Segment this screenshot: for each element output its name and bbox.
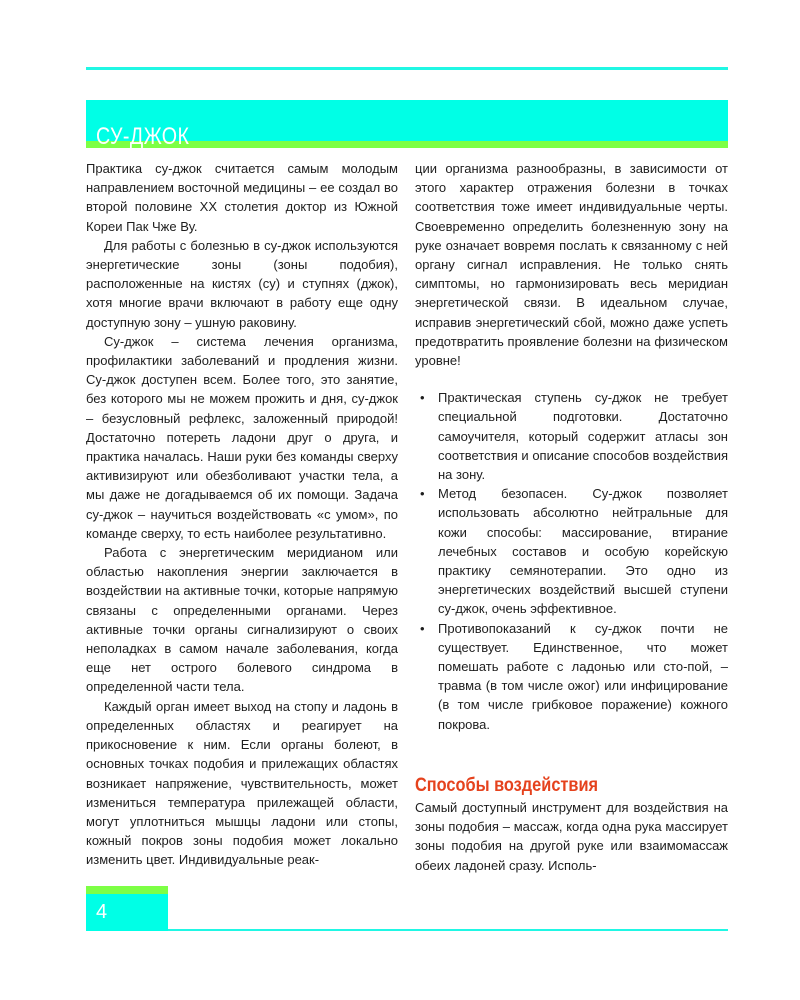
- section-heading-text: Способы воздействия: [415, 774, 599, 796]
- bullet-list: [415, 388, 728, 734]
- bullet-icon: •: [420, 486, 425, 502]
- chapter-title: СУ-ДЖОК: [96, 123, 190, 151]
- right-column: [415, 159, 728, 875]
- list-item: [415, 619, 728, 734]
- paragraph-continuation: ции организма разнообразны, в зависимости от этого характер отражения болезни в точках соответствия тоже имеет индивидуальные черты. Своевременно определить болезненную зону на руке означает вовремя послать к связанному с ней органу сигнал исправления. Не только снять симптомы, но гармонизировать весь меридиан энергетической связи. В идеальном случае, исправив энергетический сбой, можно даже успеть предотвратить проявление болезни на физическом уровне!: [415, 161, 728, 369]
- page-number: 4: [96, 901, 108, 923]
- left-column: [86, 159, 398, 870]
- bottom-rule: [168, 929, 728, 931]
- paragraph: Практика су-джок считается самым молодым направлением восточной медицины – ее создал во второй половине XX столетия доктор из Южной Кореи Пак Чже Ву.: [86, 161, 398, 234]
- paragraph: Каждый орган имеет выход на стопу и ладонь в определенных областях и реагирует на прикосновение к ним. Если органы болеют, в основных точках подобия и прилежащих областях возникает напряжение, чувствительность, может измениться температура прилежащей области, могут уплотниться мышцы ладони или стопы, кожный покров зоны подобия может локально изменить цвет. Индивидуальные реак-: [86, 698, 398, 868]
- list-item: [415, 388, 728, 484]
- paragraph: Самый доступный инструмент для воздействия на зоны подобия – массаж, когда одна рука массирует зоны подобия на другой руке или взаимомассаж обеих ладоней сразу. Исполь-: [415, 799, 728, 873]
- paragraph: Для работы с болезнью в су-джок используются энергетические зоны (зоны подобия), расположенные на кистях (су) и ступнях (джок), хотя многие врачи включают в работу еще одну доступную зону – ушную раковину.: [86, 237, 398, 330]
- footer-accent-strip: [86, 886, 168, 894]
- list-item: [415, 484, 728, 618]
- bullet-icon: •: [420, 390, 425, 406]
- paragraph: Су-джок – система лечения организма, профилактики заболеваний и продления жизни. Су-джок доступен всем. Более того, это занятие, без которого мы не можем прожить и дня, су-джок – безусловный рефлекс, заложенный природой! Достаточно потереть ладони друг о друга, и практика началась. Наши руки без команды сверху активизируют или обезболивают участки тела, а мы даже не догадываемся об их помощи. Задача су-джок – научиться воздействовать «с умом», по команде сверху, то есть наиболее результативно.: [86, 333, 398, 541]
- list-item-text: Противопоказаний к су-джок почти не существует. Единственное, что может помешать работе с ладонью или сто-пой, – травма (в том числе ожог) или инфицирование (в том числе грибковое поражение) кожного покрова.: [438, 620, 728, 732]
- list-item-text: Метод безопасен. Су-джок позволяет использовать абсолютно нейтральные для кожи способы: массирование, втирание лечебных составов и особую корейскую практику семянотерапии. Это одно из энергетических воздействий высшей ступени су-джок, очень эффективное.: [438, 486, 728, 617]
- bullet-icon: •: [420, 620, 425, 636]
- top-rule: [86, 67, 728, 70]
- list-item-text: Практическая ступень су-джок не требует специальной подготовки. Достаточно самоучителя, который содержит атласы зон соответствия и описание способов воздействия на зону.: [438, 390, 728, 483]
- section-heading: [415, 774, 728, 798]
- paragraph: Работа с энергетическим меридианом или областью накопления энергии заключается в воздействии на активные точки, которые напрямую связаны с определенными органами. Через активные точки органы сигнализируют о своих неполадках в самом начале заболевания, когда еще нет острого болевого синдрома в определенной части тела.: [86, 545, 398, 695]
